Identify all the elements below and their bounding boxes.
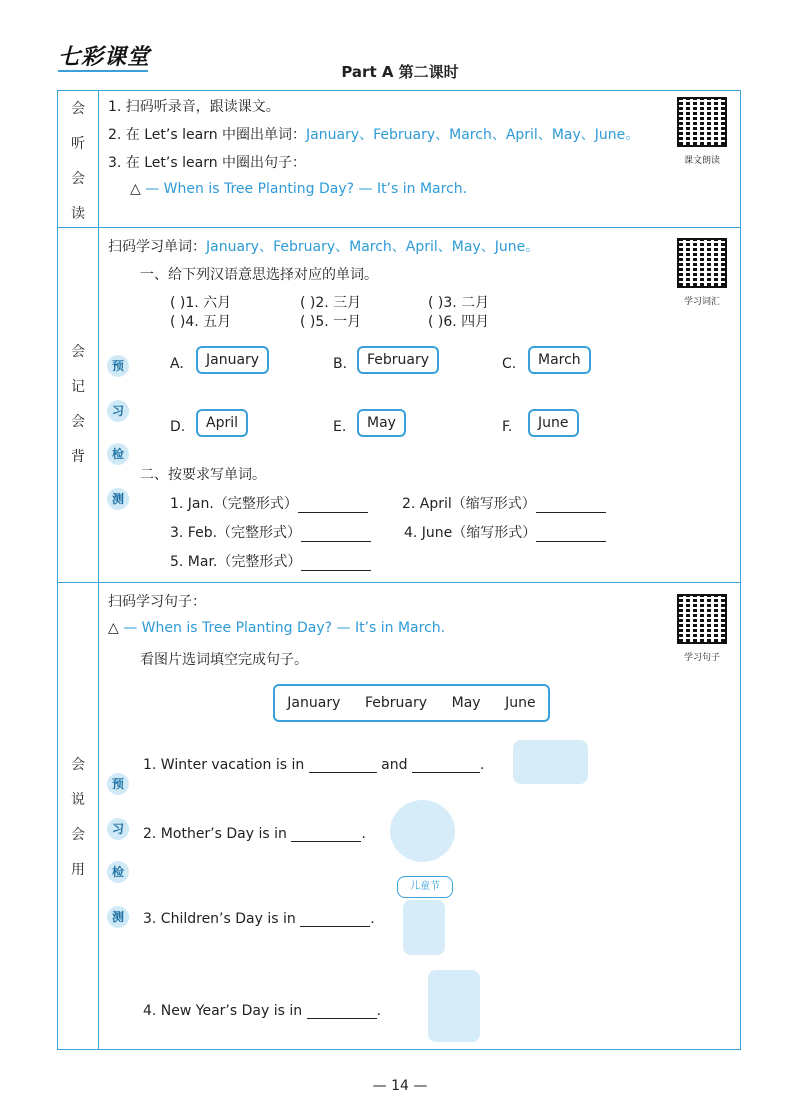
qr-code-icon[interactable]	[677, 238, 727, 288]
badge-check: 检	[107, 861, 129, 883]
answer-blank[interactable]	[300, 912, 370, 927]
section-divider	[57, 227, 741, 228]
answer-blank[interactable]	[309, 758, 377, 773]
option-word-box: March	[528, 346, 591, 374]
speak-intro: 扫码学习句子：	[108, 594, 206, 610]
write-item: 3. Feb.（完整形式）	[170, 522, 371, 542]
match-item[interactable]: ( )1. 六月	[170, 295, 232, 311]
childrens-day-banner: 儿童节	[397, 876, 453, 898]
option-letter: F.	[502, 419, 513, 435]
section-label-speak: 会 说 会 用	[71, 757, 85, 878]
answer-blank[interactable]	[307, 1004, 377, 1019]
answer-blank[interactable]	[412, 758, 480, 773]
badge-preview: 预	[107, 355, 129, 377]
section-label-column	[57, 90, 99, 1050]
match-item[interactable]: ( )5. 一月	[300, 314, 362, 330]
question-4: 4. New Year’s Day is in .	[143, 1003, 382, 1019]
listen-sentence: △ — When is Tree Planting Day? — It’s in March.	[130, 181, 468, 197]
question-3: 3. Children’s Day is in .	[143, 911, 375, 927]
triangle-icon: △	[130, 181, 141, 197]
answer-blank[interactable]	[536, 498, 606, 513]
badge-test: 测	[107, 906, 129, 928]
qr-code-icon[interactable]	[677, 97, 727, 147]
answer-blank[interactable]	[301, 556, 371, 571]
match-item[interactable]: ( )4. 五月	[170, 314, 232, 330]
badge-study: 习	[107, 400, 129, 422]
answer-blank[interactable]	[536, 527, 606, 542]
section-divider	[57, 582, 741, 583]
section-label-listen: 会 听 会 读	[71, 101, 85, 222]
question-2: 2. Mother’s Day is in .	[143, 826, 366, 842]
answer-blank[interactable]	[301, 527, 371, 542]
write-item: 5. Mar.（完整形式）	[170, 551, 371, 571]
option-word-box: April	[196, 409, 248, 437]
winter-vacation-picture	[513, 740, 588, 784]
speak-sentence: △ — When is Tree Planting Day? — It’s in March.	[108, 620, 446, 636]
triangle-icon: △	[108, 620, 119, 636]
listen-line-3: 3. 在 Let’s learn 中圈出句子：	[108, 155, 307, 171]
answer-blank[interactable]	[291, 827, 361, 842]
write-item: 4. June（缩写形式）	[404, 522, 606, 542]
qr-label: 学习句子	[683, 653, 720, 663]
match-item[interactable]: ( )2. 三月	[300, 295, 362, 311]
word-bank-item: May	[451, 695, 481, 711]
word-bank-item: June	[505, 695, 536, 711]
section-label-memorize: 会 记 会 背	[71, 344, 85, 465]
option-letter: C.	[502, 356, 517, 372]
badge-study: 习	[107, 818, 129, 840]
question-1: 1. Winter vacation is in and .	[143, 757, 485, 773]
speak-instruction: 看图片选词填空完成句子。	[140, 652, 308, 668]
word-bank	[273, 684, 550, 722]
option-word-box: June	[528, 409, 579, 437]
badge-test: 测	[107, 488, 129, 510]
page-title: Part A 第二课时	[341, 63, 459, 81]
part1-title: 一、给下列汉语意思选择对应的单词。	[140, 267, 378, 283]
option-letter: D.	[170, 419, 186, 435]
badge-check: 检	[107, 443, 129, 465]
option-word-box: May	[357, 409, 406, 437]
match-item[interactable]: ( )6. 四月	[428, 314, 490, 330]
option-letter: E.	[333, 419, 347, 435]
new-years-day-picture	[428, 970, 480, 1042]
brand-logo: 七彩课堂	[58, 44, 151, 70]
page-number: — 14 —	[372, 1078, 428, 1094]
option-word-box: February	[357, 346, 439, 374]
option-word-box: January	[196, 346, 269, 374]
option-letter: A.	[170, 356, 184, 372]
worksheet-frame	[57, 90, 741, 1050]
memorize-intro: 扫码学习单词：January、February、March、April、May、June。	[108, 239, 540, 255]
qr-label: 课文朗读	[683, 156, 720, 166]
match-item[interactable]: ( )3. 二月	[428, 295, 490, 311]
option-letter: B.	[333, 356, 348, 372]
word-bank-item: January	[287, 695, 341, 711]
listen-line-2: 2. 在 Let’s learn 中圈出单词：January、February、March、April、May、June。	[108, 127, 640, 143]
qr-code-icon[interactable]	[677, 594, 727, 644]
word-bank-item: February	[364, 695, 428, 711]
write-item: 1. Jan.（完整形式）	[170, 493, 368, 513]
badge-preview: 预	[107, 773, 129, 795]
qr-label: 学习词汇	[683, 297, 720, 307]
answer-blank[interactable]	[298, 498, 368, 513]
write-item: 2. April（缩写形式）	[402, 493, 606, 513]
mothers-day-picture	[390, 800, 455, 862]
childrens-day-picture	[403, 900, 445, 955]
part2-title: 二、按要求写单词。	[140, 467, 266, 483]
listen-line-1: 1. 扫码听录音，跟读课文。	[108, 99, 280, 115]
